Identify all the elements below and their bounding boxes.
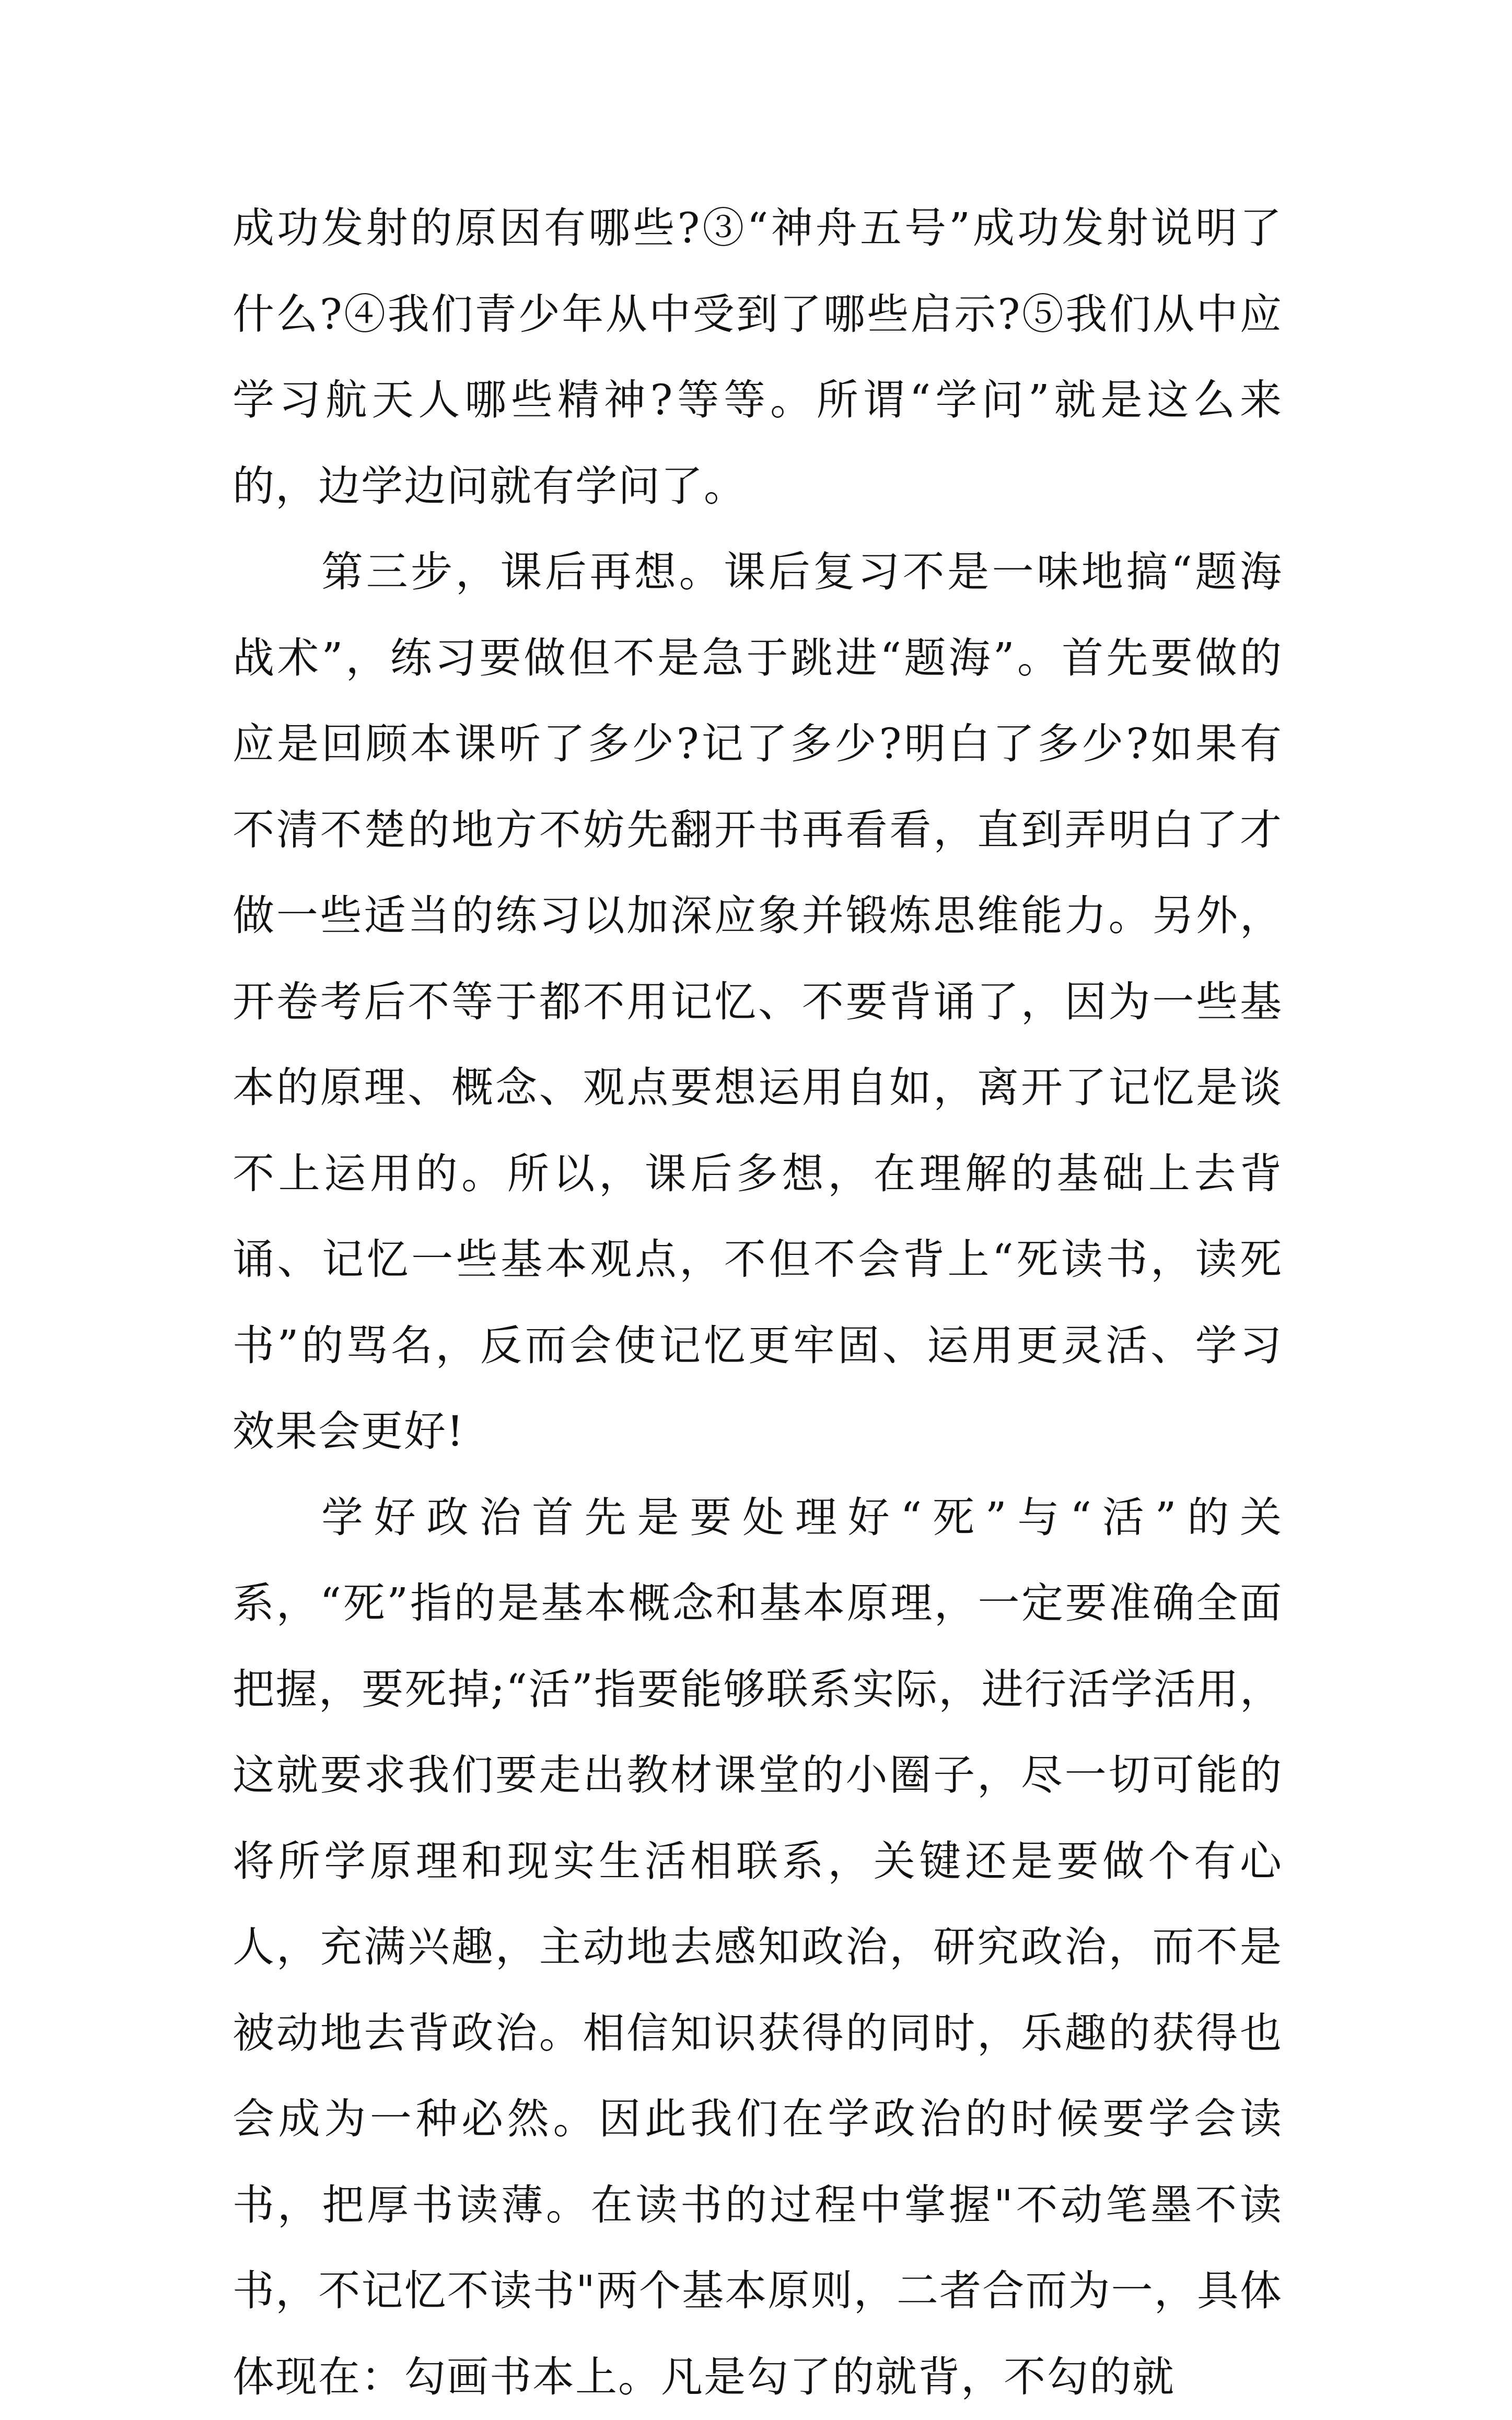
paragraph-step-three: 第三步，课后再想。课后复习不是一味地搞“题海战术”，练习要做但不是急于跳进“题海”。首先要做的应是回顾本课听了多少?记了多少?明白了多少?如果有不清不楚的地方不妨先翻开书再看看，直到弄明白了才做一些适当的练习以加深应象并锻炼思维能力。另外，开卷考后不等于都不用记忆、不要背诵了，因为一些基本的原理、概念、观点要想运用自如，离开了记忆是谈不上运用的。所以，课后多想，在理解的基础上去背诵、记忆一些基本观点，不但不会背上“死读书，读死书”的骂名，反而会使记忆更牢固、运用更灵活、学习效果会更好! [232,529,1283,1475]
paragraph-politics-study: 学好政治首先是要处理好“死”与“活”的关系，“死”指的是基本概念和基本原理，一定要准确全面把握，要死掉;“活”指要能够联系实际，进行活学活用，这就要求我们要走出教材课堂的小圈子，尽一切可能的将所学原理和现实生活相联系，关键还是要做个有心人，充满兴趣，主动地去感知政治，研究政治，而不是被动地去背政治。相信知识获得的同时，乐趣的获得也会成为一种必然。因此我们在学政治的时候要学会读书，把厚书读薄。在读书的过程中掌握"不动笔墨不读书，不记忆不读书"两个基本原则，二者合而为一，具体体现在：勾画书本上。凡是勾了的就背，不勾的就 [232,1475,1283,2420]
document-body [232,185,1283,2420]
paragraph-continuation: 成功发射的原因有哪些?③“神舟五号”成功发射说明了什么?④我们青少年从中受到了哪些启示?⑤我们从中应学习航天人哪些精神?等等。所谓“学问”就是这么来的，边学边问就有学问了。 [232,185,1283,529]
